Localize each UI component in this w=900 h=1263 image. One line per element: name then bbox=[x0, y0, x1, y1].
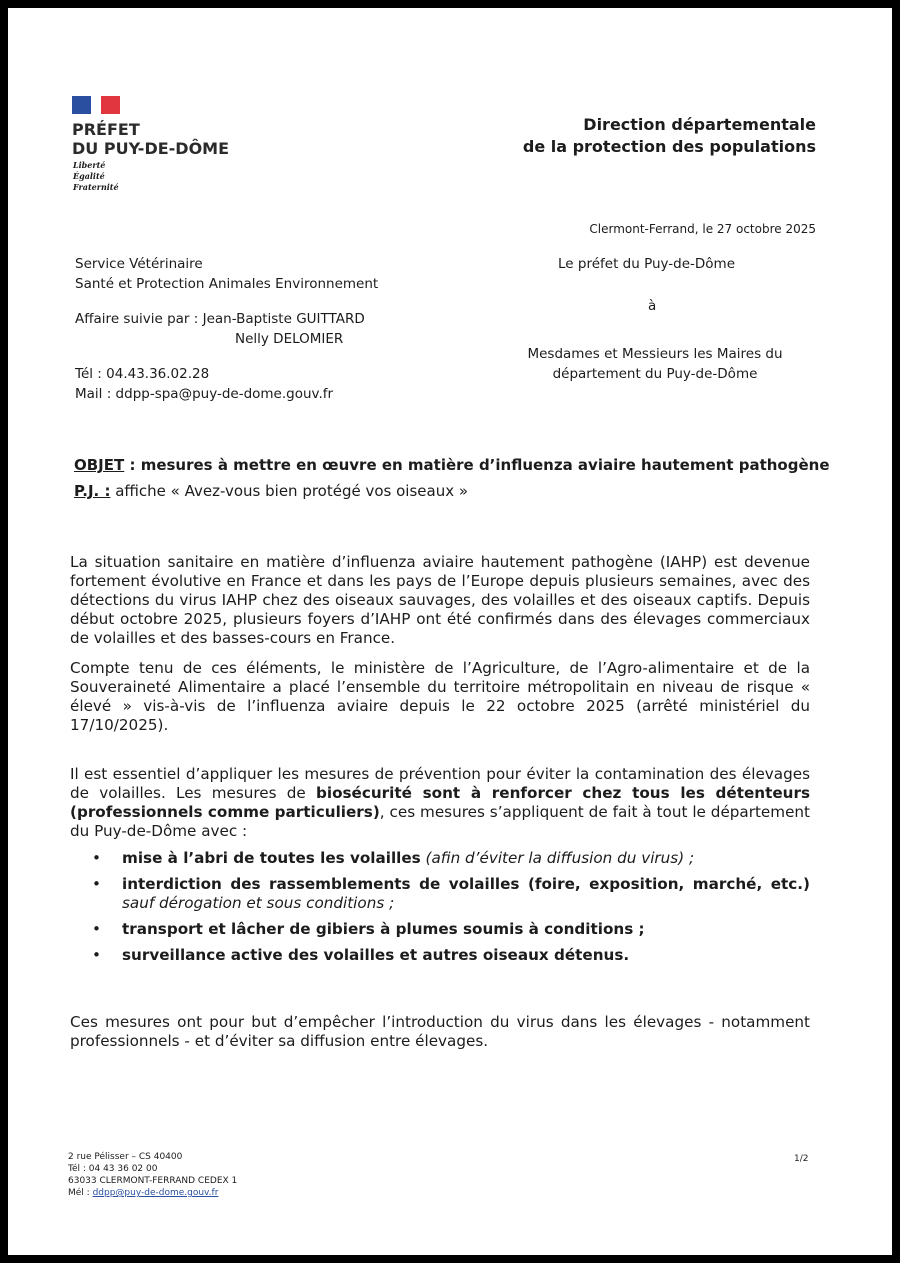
pj-label: P.J. : bbox=[74, 482, 111, 500]
list-item bbox=[70, 946, 810, 965]
footer-tel: Tél : 04 43 36 02 00 bbox=[68, 1164, 158, 1174]
devise-fraternite: Fraternité bbox=[73, 182, 119, 192]
recipient-to bbox=[520, 344, 790, 384]
recipient-line1: Mesdames et Messieurs les Maires du bbox=[527, 346, 783, 362]
paragraph-2 bbox=[70, 659, 810, 735]
objet-text: : mesures à mettre en œuvre en matière d’influenza aviaire hautement pathogène bbox=[124, 456, 830, 474]
affaire-line1: Affaire suivie par : Jean-Baptiste GUITTARD bbox=[75, 311, 365, 327]
footer-street: 2 rue Pélisser – CS 40400 bbox=[68, 1152, 183, 1162]
bullet-italic: (afin d’éviter la diffusion du virus) ; bbox=[420, 849, 695, 867]
sender-mail: Mail : ddpp-spa@puy-de-dome.gouv.fr bbox=[75, 386, 334, 402]
conclusion-text: Ces mesures ont pour but d’empêcher l’introduction du virus dans les élevages - notamment professionnels - et d’éviter sa diffusion entre élevages. bbox=[70, 1013, 810, 1050]
recipient-a: à bbox=[648, 298, 657, 314]
bullet-bold: mise à l’abri de toutes les volailles bbox=[122, 849, 421, 867]
prefet-line1: PRÉFET bbox=[72, 120, 140, 139]
direction-title bbox=[523, 114, 816, 158]
measures-list bbox=[70, 849, 810, 965]
sender-tel: Tél : 04.43.36.02.28 bbox=[75, 366, 210, 382]
paragraph-text: La situation sanitaire en matière d’influenza aviaire hautement pathogène (IAHP) est devenue fortement évolutive en France et dans les pays de l’Europe depuis plusieurs semaines, avec des détections du virus IAHP chez des oiseaux sauvages, des volailles et des oiseaux captifs. Depuis début octobre 2025, plusieurs foyers d’IAHP ont été confirmés dans des élevages commerciaux de volailles et des basses-cours en France. bbox=[70, 553, 810, 647]
direction-line2: de la protection des populations bbox=[522, 137, 816, 156]
date: Clermont-Ferrand, le 27 octobre 2025 bbox=[589, 222, 816, 236]
paragraph-3 bbox=[70, 765, 810, 972]
bullet-italic: sauf dérogation et sous conditions ; bbox=[122, 894, 395, 912]
p3-text-c: , ces mesures s’appliquent de fait à tout le département du Puy-de-Dôme avec : bbox=[70, 803, 810, 840]
footer-mail-link[interactable]: ddpp@puy-de-dome.gouv.fr bbox=[92, 1188, 219, 1198]
bullet-bold: transport et lâcher de gibiers à plumes soumis à conditions ; bbox=[122, 920, 645, 938]
prefet-line2: DU PUY-DE-DÔME bbox=[72, 139, 230, 158]
service: Service Vétérinaire bbox=[75, 256, 203, 272]
recipient-line2: département du Puy-de-Dôme bbox=[552, 366, 758, 382]
affaire-line2: Nelly DELOMIER bbox=[235, 331, 344, 347]
conclusion bbox=[70, 1013, 810, 1051]
list-item bbox=[70, 849, 810, 868]
subservice: Santé et Protection Animales Environnement bbox=[75, 276, 379, 292]
objet-label: OBJET bbox=[74, 456, 125, 474]
footer-mail-label: Mél : bbox=[68, 1188, 93, 1198]
devise-egalite: Égalité bbox=[73, 171, 105, 181]
footer-city: 63033 CLERMONT-FERRAND CEDEX 1 bbox=[68, 1176, 238, 1186]
document-page bbox=[8, 8, 892, 1255]
paragraph-text: Compte tenu de ces éléments, le ministère de l’Agriculture, de l’Agro-alimentaire et de la Souveraineté Alimentaire a placé l’ensemble du territoire métropolitain en niveau de risque « élevé » vis-à-vis de l’influenza aviaire depuis le 22 octobre 2025 (arrêté ministériel du 17/10/2025). bbox=[70, 659, 810, 734]
pj-line bbox=[74, 482, 468, 500]
direction-line1: Direction départementale bbox=[583, 115, 816, 134]
devise bbox=[73, 160, 119, 193]
bullet-bold: surveillance active des volailles et autres oiseaux détenus. bbox=[122, 946, 630, 964]
paragraph-1 bbox=[70, 553, 810, 648]
p3-text-bold: biosécurité sont à renforcer chez tous les détenteurs (professionnels comme particuliers) bbox=[70, 784, 811, 821]
french-flag-logo bbox=[72, 96, 120, 114]
sender-service bbox=[75, 254, 378, 294]
devise-liberte: Liberté bbox=[73, 160, 106, 170]
affaire-suivie bbox=[75, 309, 365, 349]
footer-address bbox=[68, 1151, 237, 1199]
p3-text-a: Il est essentiel d’appliquer les mesures de prévention pour éviter la contamination des élevages de volailles. Les mesures de bbox=[70, 765, 810, 802]
sender-contact bbox=[75, 364, 333, 404]
objet-line bbox=[74, 456, 830, 474]
bullet-bold: interdiction des rassemblements de volailles (foire, exposition, marché, etc.) bbox=[122, 875, 810, 893]
recipient-from: Le préfet du Puy-de-Dôme bbox=[558, 256, 736, 272]
list-item bbox=[70, 920, 810, 939]
page-number: 1/2 bbox=[794, 1154, 809, 1164]
list-item bbox=[70, 875, 810, 913]
pj-text: affiche « Avez-vous bien protégé vos oiseaux » bbox=[110, 482, 469, 500]
prefet-logo-text bbox=[72, 120, 229, 158]
